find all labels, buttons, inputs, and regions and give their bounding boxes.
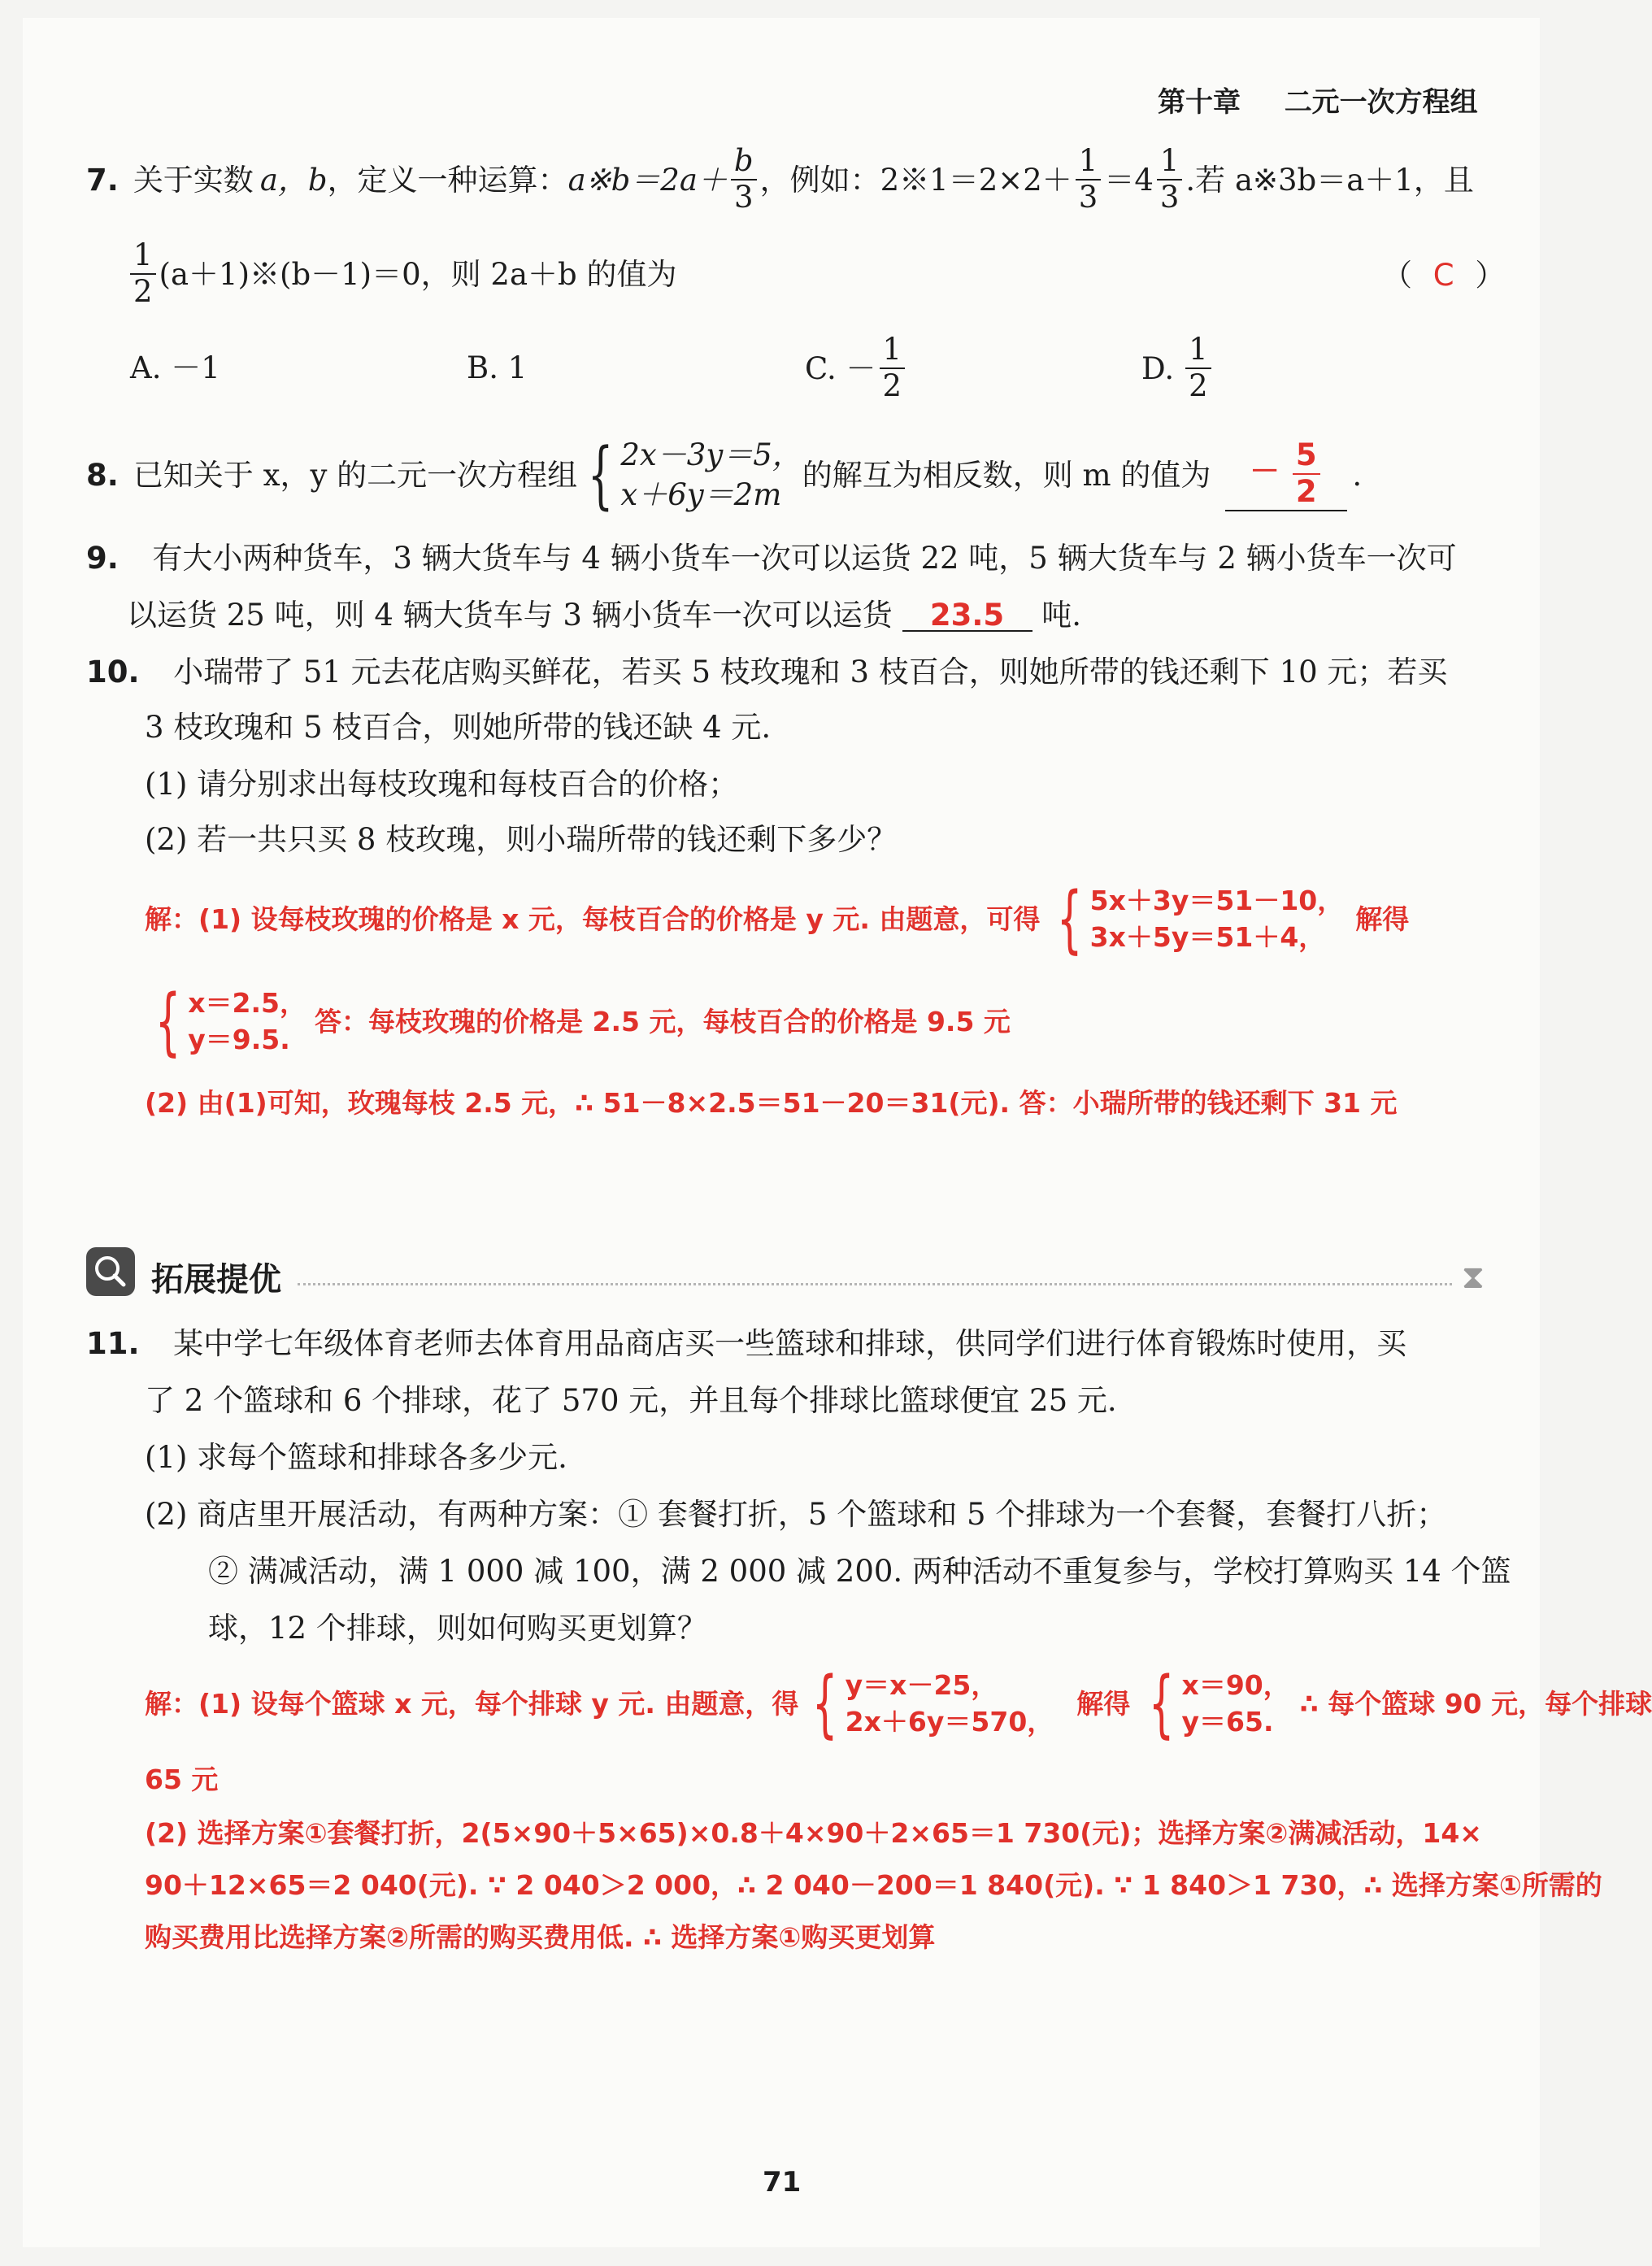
q11-number: 11. bbox=[86, 1326, 140, 1361]
q11-solution-line3: (2) 选择方案①套餐打折，2(5×90＋5×65)×0.8＋4×90＋2×65＝1 730(元)；选择方案②满减活动，14× bbox=[145, 1817, 1482, 1849]
q7-option-c: C. － $\frac{1}{2}$ bbox=[805, 332, 908, 405]
q7-line2 bbox=[127, 237, 676, 311]
q10-number: 10. bbox=[86, 655, 140, 689]
section-title: 拓展提优 bbox=[151, 1261, 281, 1298]
q8-answer-sign: － bbox=[1250, 454, 1280, 489]
hourglass-icon: ⧗ bbox=[1461, 1259, 1485, 1296]
q8-number: 8. bbox=[86, 457, 119, 493]
q11-solution-line4: 90＋12×65＝2 040(元). ∵ 2 040＞2 000，∴ 2 040－200＝1 840(元). ∵ 1 840＞1 730，∴ 选择方案①所需的 bbox=[145, 1869, 1602, 1901]
q7-vars: a，b bbox=[259, 162, 328, 198]
q7-question: (a＋1)※(b－1)＝0，则 2a＋b 的值为 bbox=[159, 256, 677, 292]
q8-answer-fraction: $\frac{5}{2}$ bbox=[1293, 438, 1320, 509]
q8-text2: 的解互为相反数，则 m 的值为 bbox=[802, 457, 1211, 493]
q7-option-b: B. 1 bbox=[467, 350, 528, 385]
q8-answer-blank bbox=[1225, 438, 1347, 511]
q11-line2: 了 2 个篮球和 6 个排球，花了 570 元，并且每个排球比篮球便宜 25 元. bbox=[145, 1383, 1117, 1418]
section-extension bbox=[86, 1244, 1485, 1299]
q7-option-d: D. $\frac{1}{2}$ bbox=[1141, 332, 1215, 405]
q10-sub2: (2) 若一共只买 8 枝玫瑰，则小瑞所带的钱还剩下多少？ bbox=[145, 822, 898, 857]
q7-example: ，例如：2※1＝2×2＋ bbox=[759, 162, 1072, 198]
magnifier-icon bbox=[86, 1247, 135, 1296]
q7-option-a: A. －1 bbox=[130, 350, 220, 385]
q7-number: 7. bbox=[86, 162, 119, 198]
q9-number: 9. bbox=[86, 541, 119, 576]
q10-solution-line3: (2) 由(1)可知，玫瑰每枝 2.5 元，∴ 51－8×2.5＝51－20＝31(元). 答：小瑞所带的钱还剩下 31 元 bbox=[145, 1087, 1398, 1119]
q10-line2: 3 枝玫瑰和 5 枝百合，则她所带的钱还缺 4 元. bbox=[145, 710, 772, 745]
q10-solution-line2: { x＝2.5， y＝9.5. 答：每枝玫瑰的价格是 2.5 元，每枝百合的价格是 9.5 元 bbox=[154, 978, 1011, 1064]
q11-sub2-line1: (2) 商店里开展活动，有两种方案：① 套餐打折，5 个篮球和 5 个排球为一个套餐，套餐打八折； bbox=[145, 1497, 1447, 1532]
q7-line1 bbox=[86, 143, 1474, 216]
q7-fraction-mixed: $\frac{1}{3}$ bbox=[1157, 144, 1183, 215]
q8-line: 8. 已知关于 x，y 的二元一次方程组 { 2x－3y＝5， x＋6y＝2m 的解互为相反数，则 m 的值为 － $\frac{5}{2}$ . bbox=[86, 432, 1363, 518]
q10-line1 bbox=[86, 657, 1447, 687]
q7-definition: a※b＝2a＋ bbox=[567, 162, 728, 198]
page bbox=[23, 18, 1540, 2247]
q11-solution-line2: 65 元 bbox=[145, 1764, 219, 1795]
q7-text: 关于实数 bbox=[133, 162, 254, 198]
q9-answer-blank bbox=[902, 600, 1032, 632]
q11-sub1: (1) 求每个篮球和排球各多少元. bbox=[145, 1440, 567, 1475]
q9-answer: 23.5 bbox=[929, 598, 1005, 633]
q10-solution-line1: 解：(1) 设每枝玫瑰的价格是 x 元，每枝百合的价格是 y 元. 由题意，可得 { 5x＋3y＝51－10， 3x＋5y＝51＋4， 解得 bbox=[145, 876, 1410, 962]
q7-fraction-half: $\frac{1}{2}$ bbox=[130, 238, 156, 309]
q7-paren-left: （ bbox=[1382, 258, 1412, 293]
q11-line1 bbox=[86, 1326, 1407, 1361]
q7-answer: C bbox=[1432, 258, 1454, 293]
q11-sub2-line3: 球，12 个排球，则如何购买更划算？ bbox=[208, 1611, 707, 1646]
q9-line2: 以运货 25 吨，则 4 辆大货车与 3 辆小货车一次可以运货 23.5 吨. bbox=[127, 598, 1082, 633]
q11-solution-line1: 解：(1) 设每个篮球 x 元，每个排球 y 元. 由题意，得 { y＝x－25， 2x＋6y＝570， 解得 { x＝90， y＝65. ∴ 每个篮球 90 元，每个排球 bbox=[145, 1660, 1652, 1746]
q10-sub1: (1) 请分别求出每枝玫瑰和每枝百合的价格； bbox=[145, 767, 739, 802]
q7-fraction-1-over-3: $\frac{1}{3}$ bbox=[1076, 144, 1102, 215]
q7-example-result: ＝4 bbox=[1104, 162, 1154, 198]
q10-text: 小瑞带了 51 元去花店购买鲜花，若买 5 枝玫瑰和 3 枝百合，则她所带的钱还剩下 10 元；若买 bbox=[173, 655, 1448, 689]
chapter-number: 第十章 bbox=[1158, 86, 1241, 119]
q11-text: 某中学七年级体育老师去体育用品商店买一些篮球和排球，供同学们进行体育锻炼时使用，买 bbox=[173, 1326, 1407, 1361]
chapter-header bbox=[1158, 80, 1478, 120]
q7-answer-bracket bbox=[1382, 258, 1506, 293]
chapter-title: 二元一次方程组 bbox=[1284, 86, 1478, 119]
q7-text2: ，定义一种运算： bbox=[327, 162, 568, 198]
q8-equation-system: { 2x－3y＝5， x＋6y＝2m bbox=[587, 432, 802, 518]
q7-condition: .若 a※3b＝a＋1，且 bbox=[1185, 162, 1474, 198]
q9-line1 bbox=[86, 541, 1457, 576]
q9-text2: 以运货 25 吨，则 4 辆大货车与 3 辆小货车一次可以运货 bbox=[127, 598, 893, 633]
page-number: 71 bbox=[763, 2166, 802, 2199]
q7-fraction-b-over-3: $\frac{b}{3}$ bbox=[731, 144, 757, 215]
section-divider bbox=[298, 1283, 1452, 1285]
q7-paren-right: ） bbox=[1475, 258, 1506, 293]
q11-solution-line5: 购买费用比选择方案②所需的购买费用低. ∴ 选择方案①购买更划算 bbox=[145, 1921, 936, 1953]
q11-sub2-line2: ② 满减活动，满 1 000 减 100，满 2 000 减 200. 两种活动不重复参与，学校打算购买 14 个篮 bbox=[208, 1554, 1511, 1589]
q9-text: 有大小两种货车，3 辆大货车与 4 辆小货车一次可以运货 22 吨，5 辆大货车与 2 辆小货车一次可 bbox=[152, 541, 1457, 576]
q8-text: 已知关于 x，y 的二元一次方程组 bbox=[133, 457, 578, 493]
